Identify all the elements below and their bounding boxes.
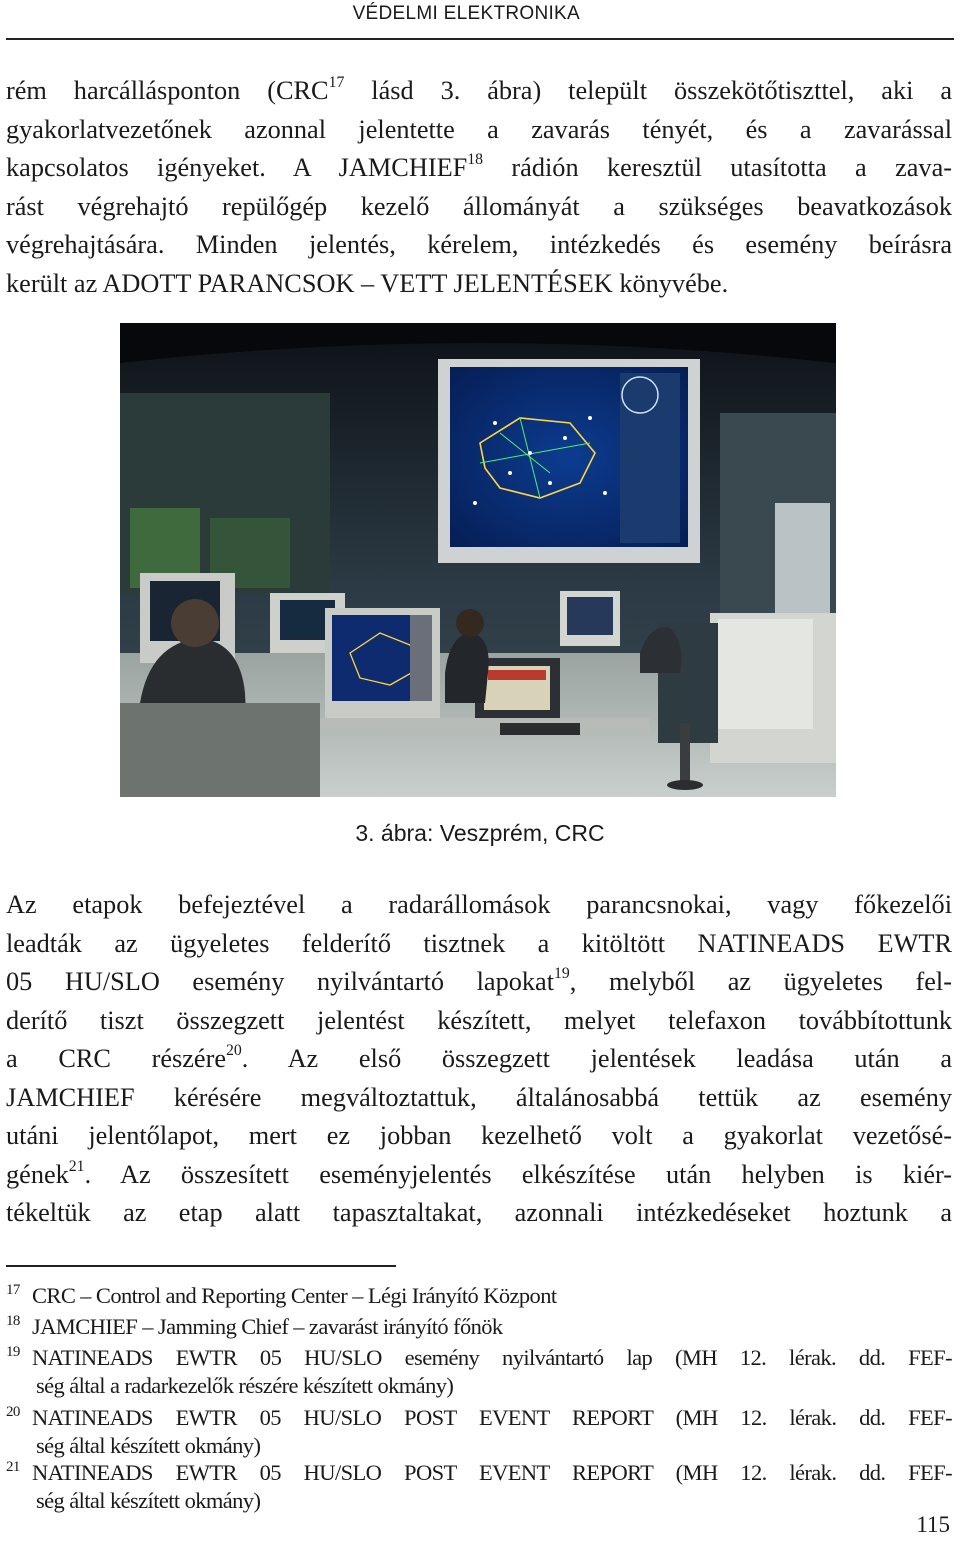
- footnote-text: CRC – Control and Reporting Center – Légi Irányító Központ: [32, 1283, 557, 1308]
- text-line: a CRC részére$^{20}$. Az első összegzett jelentések leadása után a: [6, 1042, 953, 1073]
- footnote-number: 21: [6, 1459, 20, 1475]
- footnote-text-continued: ség által készített okmány): [36, 1488, 261, 1513]
- footnote-19: [6, 1344, 952, 1400]
- text-line: tékeltük az etap alatt tapasztaltakat, azonnali intézkedéseket hoztunk a: [6, 1198, 952, 1227]
- text-line: utáni jelentőlapot, mert ez jobban kezelhető volt a gyakorlat vezetősé-: [6, 1121, 952, 1150]
- footnote-separator: [6, 1265, 396, 1267]
- footnote-ref-17: 17: [328, 74, 345, 92]
- paragraph-1: [6, 72, 952, 303]
- text-line: gének$^{21}$. Az összesített eseményjelentés elkészítése után helyben is kiér-: [6, 1157, 952, 1189]
- text-line: derítő tiszt összegzett jelentést készített, melyet telefaxon továbbítottunk: [6, 1005, 952, 1035]
- page-number: 115: [916, 1512, 950, 1537]
- text-line: 05 HU/SLO esemény nyilvántartó lapokat$^{19}$, melyből az ügyeletes fel-: [6, 965, 952, 996]
- footnote-number: 20: [6, 1404, 20, 1420]
- footnote-text: NATINEADS EWTR 05 HU/SLO POST EVENT REPORT (MH 12. lérak. dd. FEF-: [32, 1460, 952, 1485]
- text-line: kapcsolatos igényeket. A JAMCHIEF$^{18}$ rádión keresztül utasította a zava-: [6, 151, 952, 182]
- header-rule: [6, 38, 954, 40]
- figure-caption: 3. ábra: Veszprém, CRC: [355, 820, 605, 846]
- footnote-17: [6, 1282, 952, 1310]
- footnote-ref-20: 20: [226, 1042, 242, 1060]
- text-line: rém harcállásponton (CRC$^{17}$ lásd 3. ábra) települt összekötőtiszttel, aki a: [6, 74, 952, 105]
- paragraph-2: [6, 886, 952, 1233]
- footnote-20: [6, 1404, 952, 1460]
- footnote-ref-18: 18: [467, 151, 484, 169]
- text-line: rást végrehajtó repülőgép kezelő állományát a szükséges beavatkozások: [6, 191, 952, 221]
- text-line: végrehajtására. Minden jelentés, kérelem, intézkedés és esemény beírásra: [6, 230, 952, 259]
- footnote-number: 17: [6, 1282, 20, 1298]
- footnote-text: NATINEADS EWTR 05 HU/SLO esemény nyilvántartó lap (MH 12. lérak. dd. FEF-: [32, 1345, 952, 1370]
- footnote-21: [6, 1459, 952, 1515]
- text-line: Az etapok befejeztével a radarállomások parancsnokai, vagy főkezelői: [6, 890, 952, 919]
- footnote-ref-21: 21: [68, 1157, 85, 1175]
- footnote-text-continued: ség által készített okmány): [36, 1433, 261, 1458]
- footnote-text: JAMCHIEF – Jamming Chief – zavarást irányító főnök: [32, 1314, 503, 1339]
- footnote-number: 19: [6, 1344, 20, 1360]
- crc-control-room-photo: [120, 323, 836, 797]
- footnote-text: NATINEADS EWTR 05 HU/SLO POST EVENT REPORT (MH 12. lérak. dd. FEF-: [32, 1405, 952, 1430]
- footnote-text-continued: ség által a radarkezelők részére készített okmány): [36, 1373, 454, 1398]
- running-title: VÉDELMI ELEKTRONIKA: [352, 3, 580, 24]
- text-line: gyakorlatvezetőnek azonnal jelentette a zavarás tényét, és a zavarással: [6, 114, 952, 144]
- text-line: került az ADOTT PARANCSOK – VETT JELENTÉSEK könyvébe.: [6, 268, 729, 298]
- text-line: leadták az ügyeletes felderítő tisztnek a kitöltött NATINEADS EWTR: [6, 928, 952, 958]
- running-header: [0, 0, 960, 40]
- footnote-ref-19: 19: [554, 965, 570, 983]
- footnote-number: 18: [6, 1313, 20, 1329]
- footnote-18: [6, 1313, 952, 1341]
- text-line: JAMCHIEF kérésére megváltoztattuk, általánosabbá tettük az esemény: [6, 1082, 952, 1112]
